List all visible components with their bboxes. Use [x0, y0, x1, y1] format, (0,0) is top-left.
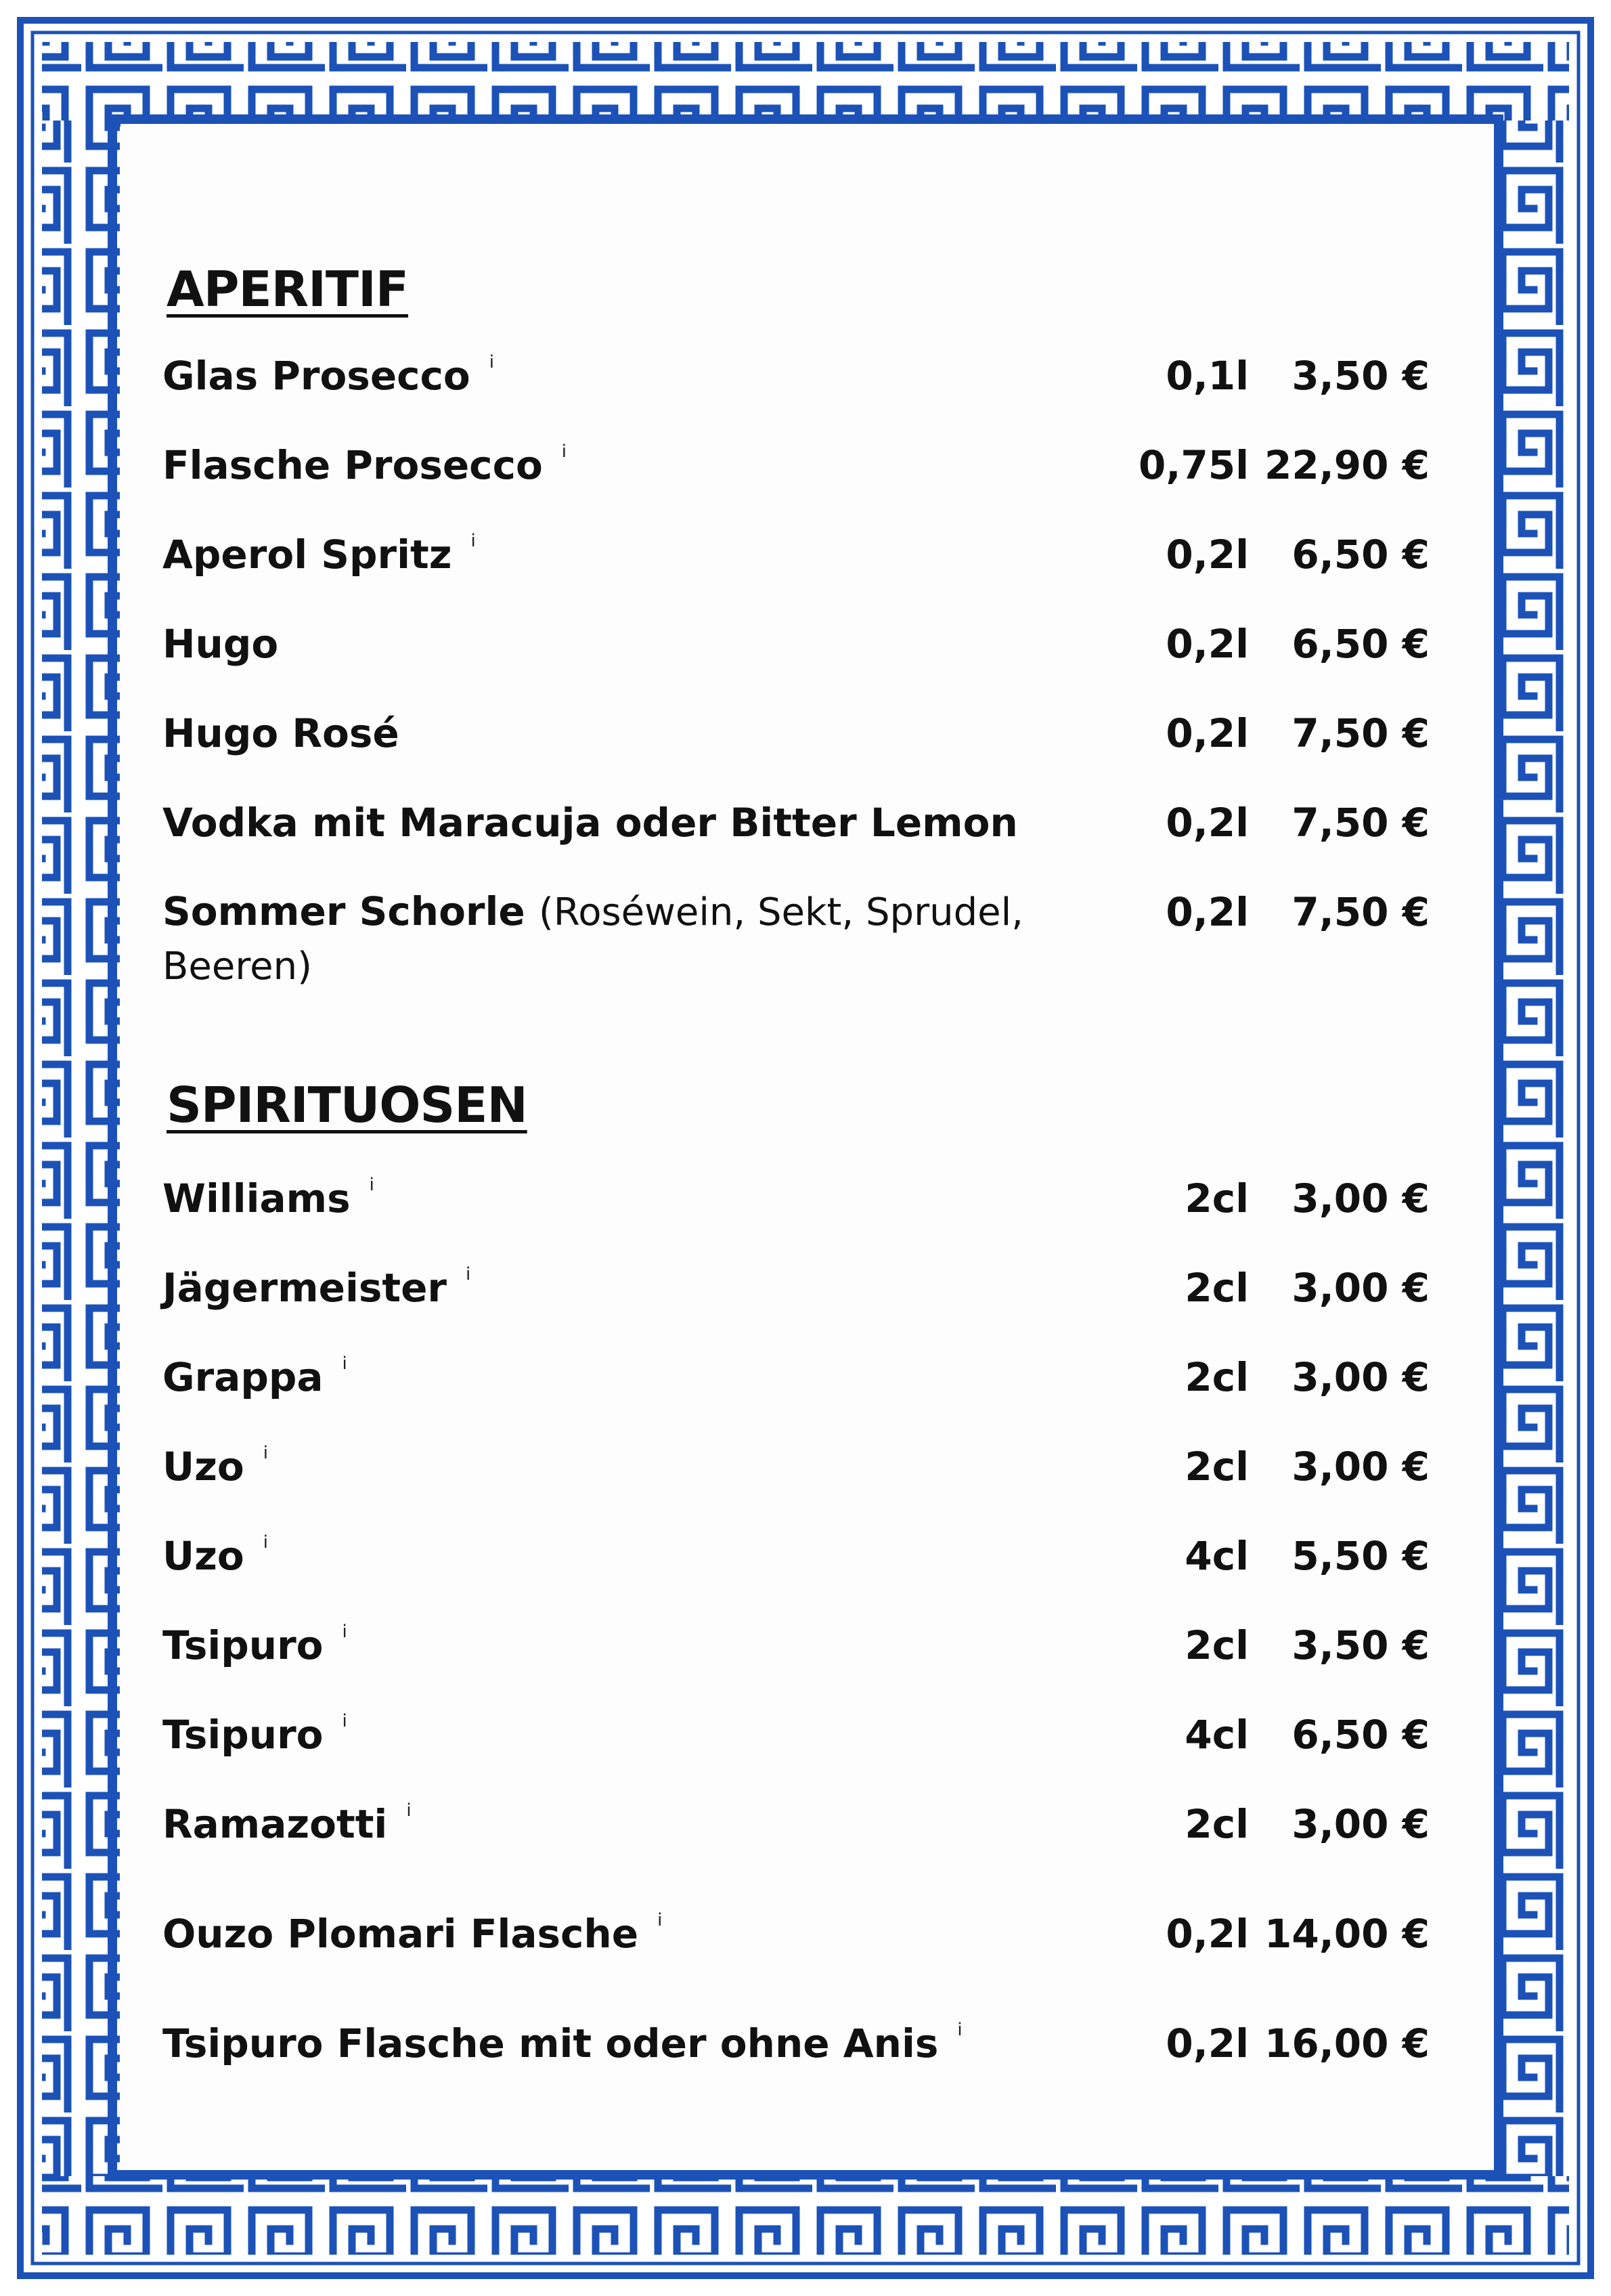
menu-item [0, 1618, 1611, 1672]
item-name [162, 349, 1009, 403]
menu-item [0, 885, 1611, 989]
item-price: 3,50 € [1292, 353, 1430, 399]
item-name-text: Hugo [162, 621, 279, 667]
item-volume: 2cl [1185, 1801, 1249, 1847]
item-volume: 4cl [1185, 1533, 1249, 1579]
menu-item [0, 1171, 1611, 1226]
item-volume: 2cl [1185, 1444, 1249, 1490]
item-name [162, 1439, 1009, 1494]
item-price: 3,50 € [1292, 1622, 1430, 1668]
item-name [162, 885, 1042, 993]
item-name-text: Aperol Spritz [162, 532, 452, 578]
item-name-text: Ouzo Plomari Flasche [162, 1911, 639, 1957]
item-volume: 0,2l [1166, 1911, 1249, 1957]
info-marker: i [466, 1264, 471, 1284]
menu-item [0, 438, 1611, 492]
item-name-text: Jägermeister [162, 1265, 447, 1311]
item-name [162, 1261, 1009, 1315]
item-name-text: Tsipuro [162, 1712, 324, 1758]
info-marker: i [561, 441, 567, 462]
item-price: 16,00 € [1264, 2020, 1430, 2066]
info-marker: i [263, 1443, 268, 1463]
menu-panel [120, 127, 1490, 2165]
item-name-text: Hugo Rosé [162, 710, 399, 756]
item-price: 7,50 € [1292, 800, 1430, 846]
item-name [162, 1797, 1009, 1851]
menu-item [0, 1907, 1611, 1961]
item-description: (Roséwein, Sekt, Sprudel, Beeren) [162, 890, 1023, 989]
section-title-aperitif: APERITIF [167, 261, 408, 318]
item-price: 6,50 € [1292, 621, 1430, 667]
item-name-text: Glas Prosecco [162, 353, 470, 399]
info-marker: i [342, 1711, 347, 1731]
item-price: 3,00 € [1292, 1175, 1430, 1221]
item-price: 7,50 € [1292, 889, 1430, 935]
item-name-text: Tsipuro Flasche mit oder ohne Anis [162, 2020, 939, 2066]
item-name [162, 1529, 1009, 1583]
item-name-text: Uzo [162, 1533, 244, 1579]
item-name-text: Williams [162, 1175, 351, 1221]
item-name [162, 2016, 1009, 2071]
item-volume: 0,75l [1139, 442, 1249, 488]
item-name-text: Uzo [162, 1444, 244, 1490]
item-volume: 0,2l [1166, 889, 1249, 935]
item-volume: 2cl [1185, 1622, 1249, 1668]
menu-item [0, 1708, 1611, 1762]
item-name-text: Vodka mit Maracuja oder Bitter Lemon [162, 800, 1018, 846]
item-volume: 0,2l [1166, 621, 1249, 667]
info-marker: i [489, 352, 495, 372]
item-volume: 0,2l [1166, 2020, 1249, 2066]
item-price: 3,00 € [1292, 1801, 1430, 1847]
item-volume: 0,1l [1166, 353, 1249, 399]
menu-item [0, 1350, 1611, 1404]
menu-item [0, 527, 1611, 582]
item-price: 5,50 € [1292, 1533, 1430, 1579]
item-price: 6,50 € [1292, 532, 1430, 578]
menu-item [0, 1261, 1611, 1315]
section-title-spirituosen: SPIRITUOSEN [167, 1077, 527, 1133]
item-name [162, 438, 1009, 492]
item-name-text: Flasche Prosecco [162, 442, 543, 488]
item-name [162, 706, 1009, 760]
item-volume: 0,2l [1166, 532, 1249, 578]
item-name [162, 527, 1009, 582]
info-marker: i [342, 1353, 347, 1374]
item-price: 7,50 € [1292, 710, 1430, 756]
info-marker: i [957, 2020, 963, 2040]
info-marker: i [263, 1532, 268, 1553]
menu-item [0, 617, 1611, 671]
menu-item [0, 706, 1611, 760]
info-marker: i [470, 531, 476, 551]
menu-item [0, 1529, 1611, 1583]
info-marker: i [406, 1800, 412, 1821]
item-volume: 4cl [1185, 1712, 1249, 1758]
item-name [162, 617, 1009, 671]
item-name-text: Ramazotti [162, 1801, 388, 1847]
item-price: 14,00 € [1264, 1911, 1430, 1957]
menu-item [0, 349, 1611, 403]
info-marker: i [657, 1910, 663, 1930]
menu-item [0, 796, 1611, 850]
item-name [162, 1907, 1009, 1961]
item-name [162, 1618, 1009, 1672]
item-volume: 2cl [1185, 1265, 1249, 1311]
item-volume: 0,2l [1166, 710, 1249, 756]
item-name-text: Grappa [162, 1354, 324, 1400]
info-marker: i [342, 1622, 347, 1642]
menu-item [0, 1797, 1611, 1851]
item-name-text: Tsipuro [162, 1622, 324, 1668]
item-name-text: Sommer Schorle [162, 888, 525, 934]
item-name [162, 796, 1018, 850]
item-volume: 2cl [1185, 1354, 1249, 1400]
item-price: 3,00 € [1292, 1444, 1430, 1490]
item-name [162, 1350, 1009, 1404]
item-price: 3,00 € [1292, 1265, 1430, 1311]
info-marker: i [369, 1175, 374, 1195]
item-volume: 0,2l [1166, 800, 1249, 846]
menu-item [0, 2016, 1611, 2071]
item-price: 22,90 € [1264, 442, 1430, 488]
item-price: 6,50 € [1292, 1712, 1430, 1758]
item-name [162, 1171, 1009, 1226]
menu-item [0, 1439, 1611, 1494]
item-name [162, 1708, 1009, 1762]
item-price: 3,00 € [1292, 1354, 1430, 1400]
item-volume: 2cl [1185, 1175, 1249, 1221]
